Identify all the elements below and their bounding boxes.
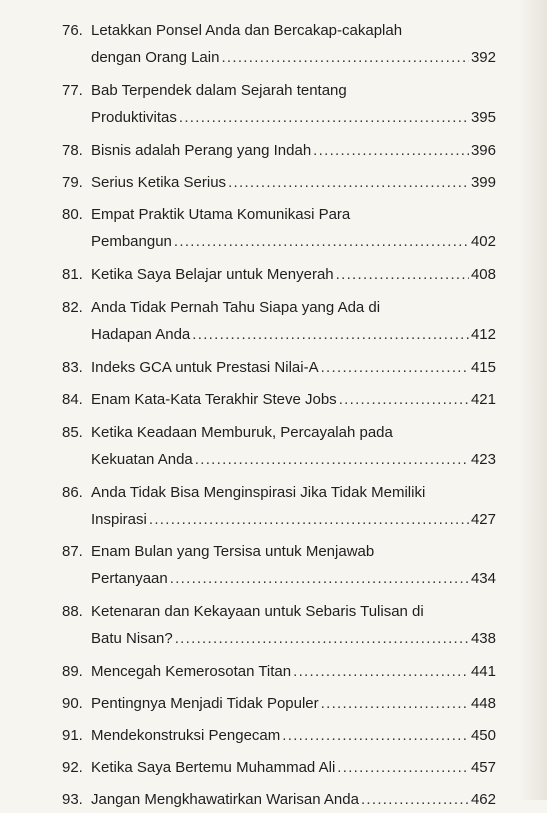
chapter-title-text: Mencegah Kemerosotan Titan — [91, 663, 292, 680]
chapter-title-text: Anda Tidak Pernah Tahu Siapa yang Ada di — [91, 299, 381, 316]
chapter-title-text: Empat Praktik Utama Komunikasi Para — [91, 206, 351, 223]
dot-leader — [313, 137, 469, 164]
chapter-title-text: Inspirasi — [91, 511, 147, 528]
toc-entry[interactable] — [62, 754, 496, 781]
chapter-title-line — [91, 169, 496, 196]
chapter-title-text: Hadapan Anda — [91, 326, 191, 343]
page-number: 392 — [470, 49, 496, 66]
chapter-title-line — [91, 754, 496, 781]
toc-entry[interactable] — [62, 137, 496, 164]
chapter-title-line — [91, 722, 496, 749]
dot-leader — [174, 228, 469, 255]
chapter-title-text: Bab Terpendek dalam Sejarah tentang — [91, 82, 347, 99]
dot-leader — [228, 169, 469, 196]
page-number: 399 — [470, 174, 496, 191]
chapter-title-line — [91, 201, 496, 228]
chapter-number: 83. — [62, 359, 83, 376]
page-number: 434 — [470, 570, 496, 587]
page-number: 427 — [470, 511, 496, 528]
page-number: 415 — [470, 359, 496, 376]
dot-leader — [179, 104, 469, 131]
chapter-title-line — [91, 625, 496, 652]
chapter-title-text: Kekuatan Anda — [91, 451, 193, 468]
chapter-title-text: Produktivitas — [91, 109, 177, 126]
chapter-title-text: Batu Nisan? — [91, 630, 173, 647]
page-number: 408 — [470, 266, 496, 283]
chapter-title-line — [91, 419, 496, 446]
chapter-title-line — [91, 321, 496, 348]
toc-entry[interactable] — [62, 169, 496, 196]
chapter-title-text: Ketenaran dan Kekayaan untuk Sebaris Tulisan di — [91, 603, 424, 620]
toc-entry[interactable] — [62, 294, 496, 348]
page-number: 448 — [470, 695, 496, 712]
chapter-title-text: Pertanyaan — [91, 570, 168, 587]
page-number: 457 — [470, 759, 496, 776]
chapter-title-text: Enam Bulan yang Tersisa untuk Menjawab — [91, 543, 375, 560]
page-number: 402 — [470, 233, 496, 250]
dot-leader — [337, 754, 469, 781]
chapter-title-line — [91, 228, 496, 255]
chapter-title-line — [91, 479, 496, 506]
dot-leader — [192, 321, 469, 348]
toc-entry[interactable] — [62, 479, 496, 533]
chapter-title-text: Pentingnya Menjadi Tidak Populer — [91, 695, 319, 712]
chapter-title-line — [91, 261, 496, 288]
dot-leader — [282, 722, 469, 749]
toc-entry[interactable] — [62, 658, 496, 685]
chapter-title-text: dengan Orang Lain — [91, 49, 220, 66]
dot-leader — [221, 44, 469, 71]
chapter-title-text: Pembangun — [91, 233, 172, 250]
chapter-title-line — [91, 77, 496, 104]
page-edge-shadow — [519, 0, 547, 800]
dot-leader — [293, 658, 469, 685]
page-number: 421 — [470, 391, 496, 408]
chapter-number: 82. — [62, 299, 83, 316]
chapter-title-line — [91, 690, 496, 717]
toc-entry[interactable] — [62, 386, 496, 413]
chapter-number: 77. — [62, 82, 83, 99]
page-number: 438 — [470, 630, 496, 647]
chapter-number: 84. — [62, 391, 83, 408]
dot-leader — [339, 386, 469, 413]
chapter-number: 79. — [62, 174, 83, 191]
page-number: 450 — [470, 727, 496, 744]
page-number: 412 — [470, 326, 496, 343]
toc-entry[interactable] — [62, 538, 496, 592]
dot-leader — [321, 690, 469, 717]
chapter-title-line — [91, 354, 496, 381]
toc-entry[interactable] — [62, 17, 496, 71]
chapter-title-line — [91, 446, 496, 473]
dot-leader — [175, 625, 469, 652]
toc-entry[interactable] — [62, 722, 496, 749]
chapter-number: 78. — [62, 142, 83, 159]
chapter-title-text: Enam Kata-Kata Terakhir Steve Jobs — [91, 391, 337, 408]
toc-entry[interactable] — [62, 201, 496, 255]
chapter-title-text: Serius Ketika Serius — [91, 174, 227, 191]
dot-leader — [336, 261, 469, 288]
chapter-title-line — [91, 565, 496, 592]
chapter-title-line — [91, 104, 496, 131]
chapter-title-line — [91, 294, 496, 321]
page-number: 441 — [470, 663, 496, 680]
chapter-number: 85. — [62, 424, 83, 441]
chapter-number: 90. — [62, 695, 83, 712]
toc-entry[interactable] — [62, 690, 496, 717]
chapter-number: 80. — [62, 206, 83, 223]
dot-leader — [170, 565, 469, 592]
toc-entry[interactable] — [62, 419, 496, 473]
chapter-title-line — [91, 17, 496, 44]
chapter-title-line — [91, 506, 496, 533]
page-number: 396 — [470, 142, 496, 159]
chapter-number: 91. — [62, 727, 83, 744]
toc-entry[interactable] — [62, 261, 496, 288]
chapter-title-text: Indeks GCA untuk Prestasi Nilai-A — [91, 359, 319, 376]
chapter-title-line — [91, 658, 496, 685]
chapter-title-text: Ketika Keadaan Memburuk, Percayalah pada — [91, 424, 393, 441]
chapter-title-text: Ketika Saya Bertemu Muhammad Ali — [91, 759, 336, 776]
chapter-number: 89. — [62, 663, 83, 680]
chapter-number: 88. — [62, 603, 83, 620]
chapter-number: 81. — [62, 266, 83, 283]
dot-leader — [195, 446, 469, 473]
table-of-contents — [62, 12, 496, 813]
chapter-title-text: Anda Tidak Bisa Menginspirasi Jika Tidak Memiliki — [91, 484, 426, 501]
toc-entry[interactable] — [62, 354, 496, 381]
chapter-title-text: Jangan Mengkhawatirkan Warisan Anda — [91, 791, 359, 808]
chapter-number: 87. — [62, 543, 83, 560]
chapter-number: 76. — [62, 22, 83, 39]
chapter-title-line — [91, 386, 496, 413]
page-number: 423 — [470, 451, 496, 468]
toc-entry[interactable] — [62, 598, 496, 652]
chapter-title-text: Ketika Saya Belajar untuk Menyerah — [91, 266, 334, 283]
chapter-title-line — [91, 598, 496, 625]
toc-entry[interactable] — [62, 77, 496, 131]
chapter-title-line — [91, 137, 496, 164]
chapter-title-text: Letakkan Ponsel Anda dan Bercakap-cakaplah — [91, 22, 403, 39]
chapter-number: 93. — [62, 791, 83, 808]
dot-leader — [149, 506, 469, 533]
chapter-number: 86. — [62, 484, 83, 501]
chapter-title-text: Mendekonstruksi Pengecam — [91, 727, 281, 744]
page-number: 395 — [470, 109, 496, 126]
chapter-title-line — [91, 44, 496, 71]
page-number: 462 — [470, 791, 496, 808]
chapter-number: 92. — [62, 759, 83, 776]
chapter-title-text: Bisnis adalah Perang yang Indah — [91, 142, 312, 159]
chapter-title-line — [91, 538, 496, 565]
dot-leader — [321, 354, 469, 381]
